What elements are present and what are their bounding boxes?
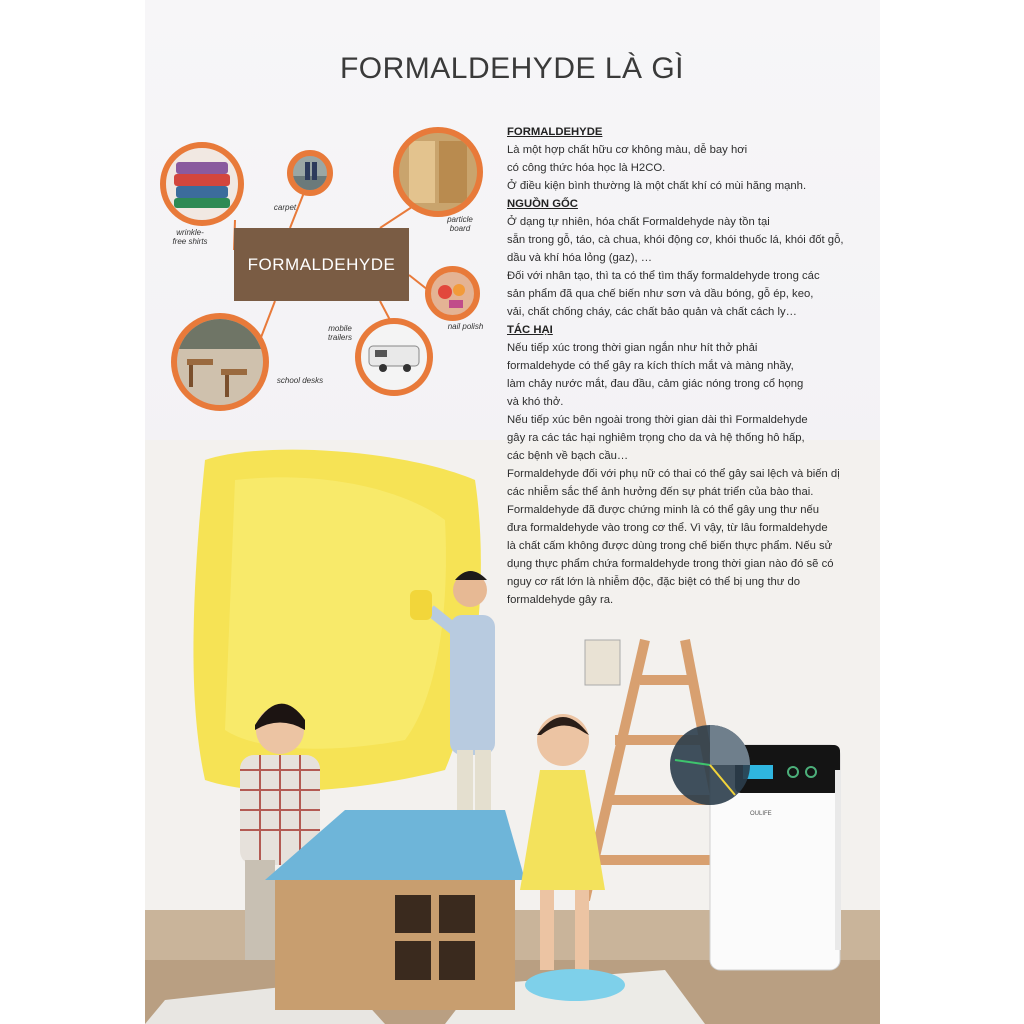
text-line: nguy cơ rất lớn là nhiễm độc, đặc biệt có thể bị ung thư do [507,576,801,588]
text-line: Nếu tiếp xúc trong thời gian ngắn như hít thở phải [507,342,758,354]
label-nail-polish: nail polish [447,322,484,331]
text-line: Formaldehyde đã được chứng minh là có thể gây ung thư nếu [507,504,820,516]
bubble-shirts [160,142,244,226]
bubble-nail-polish [425,266,480,321]
label-particle-board: particle board [447,215,473,233]
device-brand: OULIFE [750,811,772,817]
info-text-column [507,123,852,609]
text-line: Là một hợp chất hữu cơ không màu, dễ bay hơi [507,144,748,156]
text-line: các bệnh về bạch cầu… [507,450,629,462]
text-line: gây ra các tác hại nghiêm trọng cho da và hệ thống hô hấp, [507,432,805,444]
label-school-desks: school desks [276,376,324,385]
text-line: và khó thở. [507,396,564,408]
label-mobile-trailers: mobile trailers [327,324,352,342]
bubble-particle-board [393,127,483,217]
text-line: Đối với nhân tạo, thì ta có thể tìm thấy formaldehyde trong các [507,270,820,282]
center-label-box: FORMALDEHYDE [234,228,409,301]
text-line: formaldehyde gây ra. [507,594,614,606]
text-line: sản phẩm đã qua chế biến như sơn và dầu bóng, gỗ ép, keo, [507,288,814,300]
text-line: có công thức hóa học là H2CO. [507,162,666,174]
text-line: vải, chất chống cháy, các chất bảo quản và chất cách ly… [507,306,797,318]
text-line: các nhiễm sắc thể ảnh hưởng đến sự phát triển của bào thai. [507,486,814,498]
label-carpet: carpet [273,203,297,212]
page-title: FORMALDEHYDE LÀ GÌ [339,52,685,85]
text-line: Nếu tiếp xúc bên ngoài trong thời gian dài thì Formaldehyde [507,414,808,426]
bubble-school-desks [171,313,269,411]
text-line: Ở dạng tự nhiên, hóa chất Formaldehyde này tồn tại [507,216,770,228]
text-line: đưa formaldehyde vào trong cơ thể. Vì vậy, từ lâu formaldehyde [507,522,828,534]
section-heading: NGUỒN GỐC [507,198,578,210]
text-line: làm chảy nước mắt, đau đầu, cảm giác nóng trong cổ họng [507,378,804,390]
bubble-mobile-trailers [355,318,433,396]
text-line: là chất cấm không được dùng trong chế biến thực phẩm. Nếu sử [507,540,833,552]
text-line: Ở điều kiện bình thường là một chất khí có mùi hăng mạnh. [507,180,807,192]
section-heading: FORMALDEHYDE [507,126,603,138]
label-shirts: wrinkle- free shirts [172,228,208,246]
text-line: dầu và khí hóa lỏng (gaz), … [507,252,653,264]
text-line: formaldehyde có thể gây ra kích thích mắt và màng nhầy, [507,360,794,372]
section-heading: TÁC HẠI [507,324,553,336]
text-line: Formaldehyde đối với phụ nữ có thai có thể gây sai lệch và biến dị [507,468,840,480]
text-line: dụng thực phẩm chứa formaldehyde trong thời gian nào đó sẽ có [507,558,834,570]
paint-basin [525,969,625,1001]
text-line: sẵn trong gỗ, táo, cà chua, khói động cơ, khói thuốc lá, khói đốt gỗ, [507,234,844,246]
bubble-carpet [287,150,333,196]
